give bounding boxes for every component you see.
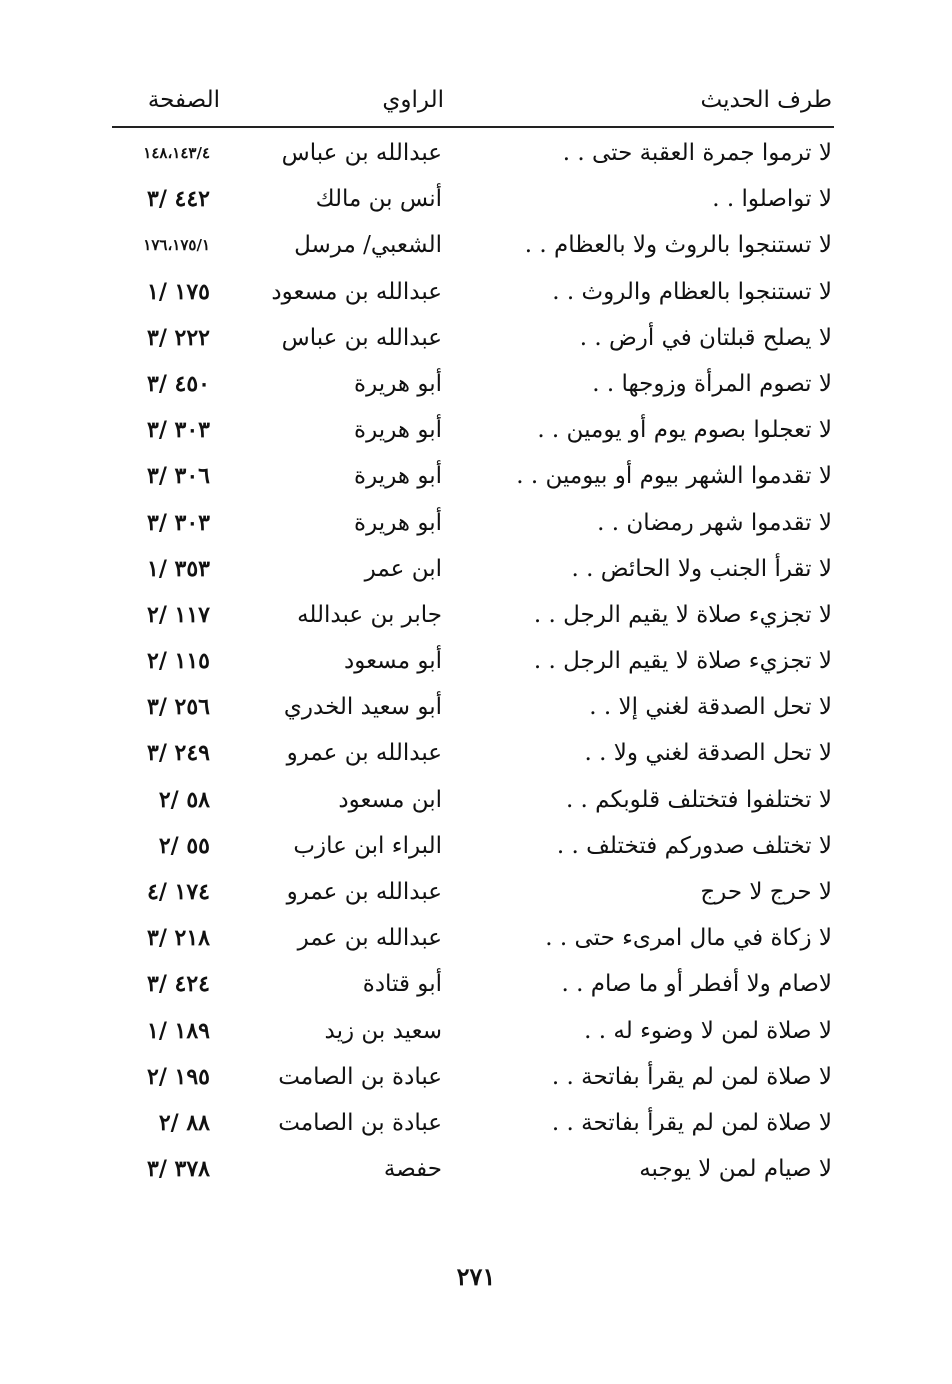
table-row (110, 500, 832, 546)
narrator-cell: أبو هريرة (354, 509, 442, 536)
hadith-cell: لا تصوم المرأة وزوجها . . (592, 370, 832, 397)
hadith-cell: لا تستنجوا بالعظام والروث . . (552, 278, 832, 305)
page-cell: ١٨٩ /١ (147, 1017, 210, 1044)
header-rule (112, 126, 834, 128)
narrator-cell: سعيد بن زيد (324, 1017, 442, 1044)
page-cell: ٣٠٣ /٣ (147, 417, 210, 444)
table-row (110, 638, 832, 684)
page-cell: ٨٨ /٢ (158, 1109, 210, 1136)
table-row (110, 1146, 832, 1192)
page-cell: ٣٠٣ /٣ (147, 509, 210, 536)
page-cell: ١١٧ /٢ (147, 601, 210, 628)
narrator-cell: عبدالله بن عباس (281, 140, 442, 166)
table-row (110, 592, 832, 638)
narrator-cell: أنس بن مالك (315, 186, 442, 213)
table-row (110, 546, 832, 592)
hadith-cell: لا صلاة لمن لا وضوء له . . (584, 1017, 832, 1044)
hadith-cell: لا صيام لمن لا يوجبه (639, 1156, 832, 1183)
hadith-cell: لا حرج لا حرج (700, 879, 832, 905)
table-row (110, 777, 832, 823)
hadith-cell: لا تجزيء صلاة لا يقيم الرجل . . (533, 648, 832, 675)
table-row (110, 1100, 832, 1146)
hadith-cell: لا تختلفوا فتختلف قلوبكم . . (565, 786, 832, 813)
table-row (110, 222, 832, 268)
narrator-cell: عبدالله بن عمرو (286, 740, 442, 767)
table-row (110, 1008, 832, 1054)
page-cell: ١٧٥ /١ (147, 278, 210, 305)
page-cell: ١٧٦،١٧٥/١ (143, 236, 210, 255)
page-cell: ٢١٨ /٣ (147, 925, 210, 952)
page-number: ٢٧١ (456, 1262, 496, 1291)
header-narrator: الراوي (382, 87, 444, 113)
hadith-cell: لا زكاة في مال امرىء حتى . . (545, 925, 832, 952)
table-row (110, 407, 832, 453)
table-row (110, 915, 832, 961)
header-page: الصفحة (147, 87, 220, 113)
page-cell: ٢٥٦ /٣ (147, 694, 210, 721)
narrator-cell: أبو قتادة (362, 971, 442, 998)
narrator-cell: عبدالله بن عمر (297, 925, 442, 952)
narrator-cell: أبو سعيد الخدري (283, 694, 442, 721)
narrator-cell: أبو هريرة (354, 370, 442, 397)
page-cell: ٣٥٣ /١ (147, 555, 210, 582)
page-cell: ٣٧٨ /٣ (147, 1156, 210, 1183)
hadith-cell: لا تقدموا شهر رمضان . . (597, 509, 832, 536)
hadith-cell: لاصام ولا أفطر أو ما صام . . (561, 971, 832, 998)
narrator-cell: عبادة بن الصامت (278, 1063, 442, 1090)
narrator-cell: عبدالله بن عمرو (286, 879, 442, 905)
narrator-cell: عبادة بن الصامت (278, 1109, 442, 1136)
hadith-cell: لا يصلح قبلتان في أرض . . (579, 324, 832, 351)
page-cell: ٤٤٢ /٣ (147, 186, 210, 213)
page-cell: ٢٤٩ /٣ (147, 740, 210, 767)
narrator-cell: جابر بن عبدالله (297, 601, 442, 628)
narrator-cell: عبدالله بن مسعود (271, 278, 442, 305)
page-cell: ٢٢٢ /٣ (147, 324, 210, 351)
hadith-cell: لا تقدموا الشهر بيوم أو بيومين . . (516, 463, 832, 490)
table-row (110, 961, 832, 1007)
hadith-cell: لا تقرأ الجنب ولا الحائض . . (571, 555, 832, 582)
table-row (110, 823, 832, 869)
page-cell: ١٧٤ /٤ (147, 879, 210, 905)
narrator-cell: عبدالله بن عباس (281, 324, 442, 351)
hadith-index-table (110, 130, 832, 1192)
hadith-cell: لا تستنجوا بالروث ولا بالعظام . . (524, 232, 832, 259)
narrator-cell: الشعبي/ مرسل (294, 232, 442, 259)
table-row (110, 315, 832, 361)
table-row (110, 130, 832, 176)
table-row (110, 269, 832, 315)
page-cell: ٣٠٦ /٣ (147, 463, 210, 490)
page-cell: ٤٥٠ /٣ (147, 370, 210, 397)
page-cell: ٥٨ /٢ (158, 786, 210, 813)
narrator-cell: حفصة (383, 1156, 442, 1183)
hadith-cell: لا ترموا جمرة العقبة حتى . . (562, 140, 832, 166)
table-row (110, 1054, 832, 1100)
narrator-cell: أبو هريرة (354, 417, 442, 444)
hadith-cell: لا صلاة لمن لم يقرأ بفاتحة . . (551, 1109, 832, 1136)
hadith-cell: لا صلاة لمن لم يقرأ بفاتحة . . (551, 1063, 832, 1090)
table-row (110, 684, 832, 730)
page-cell: ٥٥ /٢ (158, 832, 210, 859)
table-row (110, 869, 832, 915)
page-cell: ١١٥ /٢ (147, 648, 210, 675)
narrator-cell: ابن عمر (364, 555, 442, 582)
narrator-cell: أبو هريرة (354, 463, 442, 490)
narrator-cell: ابن مسعود (338, 786, 442, 813)
narrator-cell: البراء ابن عازب (293, 832, 442, 859)
hadith-cell: لا تواصلوا . . (712, 186, 832, 213)
page-cell: ١٤٨،١٤٣/٤ (143, 144, 210, 162)
header-hadith: طرف الحديث (700, 87, 832, 113)
table-row (110, 730, 832, 776)
hadith-cell: لا تجزيء صلاة لا يقيم الرجل . . (533, 601, 832, 628)
hadith-cell: لا تعجلوا بصوم يوم أو يومين . . (537, 417, 832, 444)
table-row (110, 453, 832, 499)
table-header (110, 80, 832, 124)
table-row (110, 361, 832, 407)
page-cell: ٤٢٤ /٣ (147, 971, 210, 998)
narrator-cell: أبو مسعود (343, 648, 442, 675)
table-row (110, 176, 832, 222)
hadith-cell: لا تختلف صدوركم فتختلف . . (556, 832, 832, 859)
hadith-cell: لا تحل الصدقة لغني إلا . . (589, 694, 832, 721)
page-cell: ١٩٥ /٢ (147, 1063, 210, 1090)
hadith-cell: لا تحل الصدقة لغني ولا . . (584, 740, 832, 767)
